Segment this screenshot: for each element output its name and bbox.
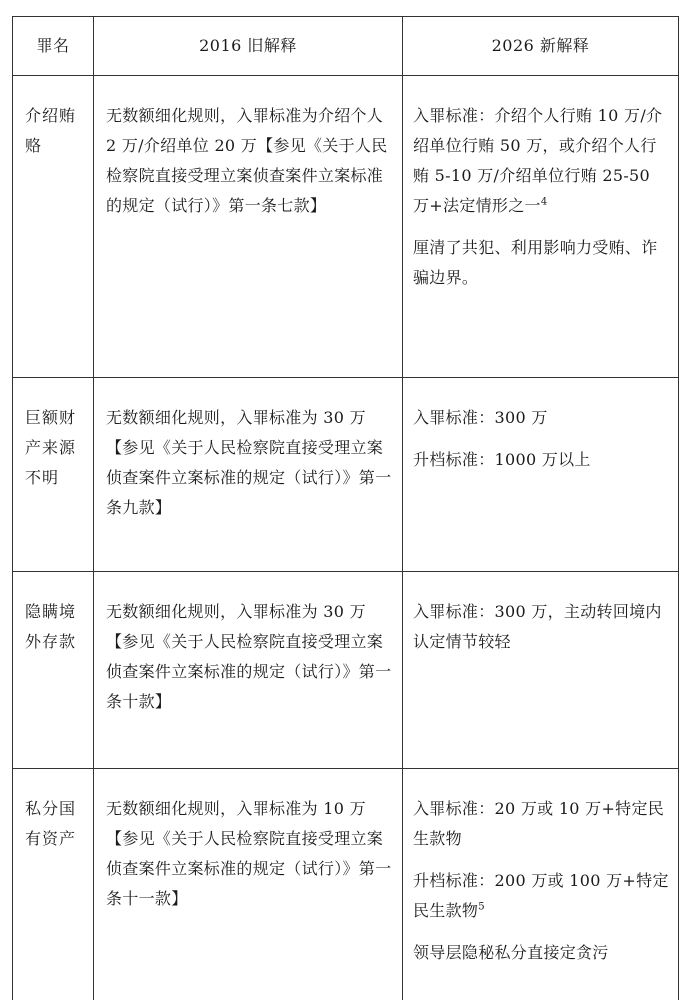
table-row — [13, 378, 679, 572]
new-rule-paragraph: 入罪标准：300 万，主动转回境内认定情节较轻 — [413, 602, 662, 651]
crime-name-cell: 私分国有资产 — [13, 769, 94, 1000]
new-rule-paragraph: 入罪标准：300 万 — [413, 408, 548, 427]
header-old-interpretation: 2016 旧解释 — [94, 17, 403, 76]
old-interpretation-cell: 无数额细化规则，入罪标准为 10 万【参见《关于人民检察院直接受理立案侦查案件立案标准的规定（试行）》第一条十一款】 — [94, 769, 403, 1000]
new-interpretation-cell — [403, 378, 679, 572]
old-interpretation-cell: 无数额细化规则，入罪标准为 30 万【参见《关于人民检察院直接受理立案侦查案件立案标准的规定（试行）》第一条九款】 — [94, 378, 403, 572]
old-interpretation-cell: 无数额细化规则，入罪标准为 30 万【参见《关于人民检察院直接受理立案侦查案件立案标准的规定（试行）》第一条十款】 — [94, 572, 403, 769]
table-header-row — [13, 17, 679, 76]
table-row — [13, 769, 679, 1000]
new-rule-paragraph: 入罪标准：介绍个人行贿 10 万/介绍单位行贿 50 万，或介绍个人行贿 5-10 万/介绍单位行贿 25-50 万+法定情形之一$^4$ — [413, 106, 663, 215]
new-interpretation-cell — [403, 572, 679, 769]
header-new-interpretation: 2026 新解释 — [403, 17, 679, 76]
crime-name-cell: 隐瞒境外存款 — [13, 572, 94, 769]
new-interpretation-cell — [403, 769, 679, 1000]
header-crime-name: 罪名 — [13, 17, 94, 76]
crime-name-cell: 介绍贿赂 — [13, 76, 94, 378]
crime-name-cell: 巨额财产来源不明 — [13, 378, 94, 572]
new-rule-paragraph: 升档标准：200 万或 100 万+特定民生款物$^5$ — [413, 871, 669, 920]
new-interpretation-cell — [403, 76, 679, 378]
new-rule-paragraph: 升档标准：1000 万以上 — [413, 450, 591, 469]
table-row — [13, 572, 679, 769]
footnote-marker: 4 — [540, 196, 548, 208]
new-rule-paragraph: 领导层隐秘私分直接定贪污 — [413, 943, 609, 962]
footnote-marker: 5 — [478, 901, 485, 913]
table-row — [13, 76, 679, 378]
new-rule-paragraph: 厘清了共犯、利用影响力受贿、诈骗边界。 — [413, 238, 658, 287]
crime-standards-table — [12, 16, 679, 1000]
new-rule-paragraph: 入罪标准：20 万或 10 万+特定民生款物 — [413, 799, 665, 848]
old-interpretation-cell: 无数额细化规则，入罪标准为介绍个人 2 万/介绍单位 20 万【参见《关于人民检察院直接受理立案侦查案件立案标准的规定（试行）》第一条七款】 — [94, 76, 403, 378]
